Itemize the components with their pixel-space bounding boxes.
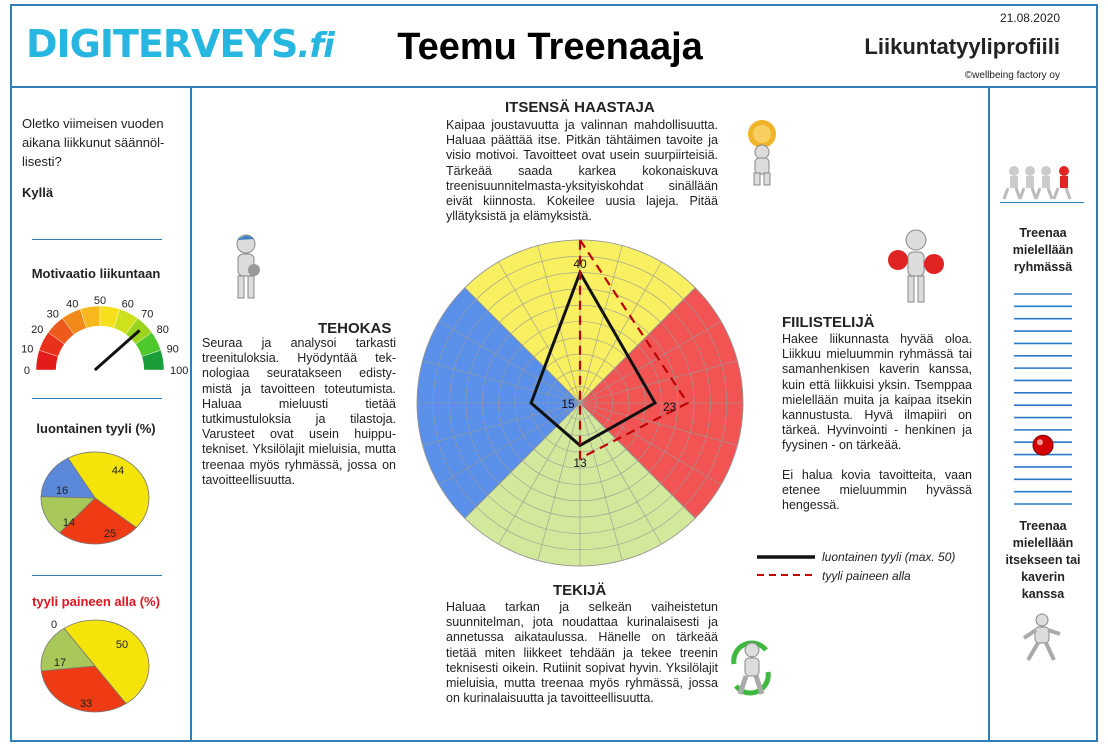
tekija-text: Haluaa tarkan ja selkeän vaiheistetun suunnitelman, jota noudattaa kurinalaisesti ja annetussa aikataulussa. Hänelle on tärkeää tietää miten liikkeet tehdään ja tekee treenin teknisesti oikein. Rutiinit sopivat hyvin. Yksilölajit mieluisia, mutta treenaa myös ryhmässä, jossa on kurinalaisuutta ja tavoitteellisuutta.	[446, 600, 718, 706]
pie-slice-label: 33	[79, 698, 93, 710]
group-solo-scale	[1014, 290, 1074, 512]
fiilistelija-text: Hakee liikunnasta hyvää oloa. Liikkuu mieluummin ryhmässä tai samanhenkisen kaverin kanssa, kuin että liikkuisi yksin. Tsemppaa mielellään muita ja kaipaa itsekin kannustusta. Hyvä ilmapiiri on tärkeä. Hyvinvointi - henkinen ja fyysinen - on tärkeää.	[782, 332, 972, 453]
tekija-title: TEKIJÄ	[553, 582, 607, 599]
label-tekija-value: 13	[573, 456, 587, 470]
divider	[32, 398, 162, 399]
motivation-title: Motivaatio liikuntaan	[31, 266, 161, 281]
legend-swatches	[755, 548, 825, 582]
gauge-tick-label: 80	[156, 323, 169, 336]
gauge-needle	[95, 330, 140, 370]
legend-natural: luontainen tyyli (max. 50)	[822, 550, 956, 564]
report-date: 21.08.2020	[999, 11, 1060, 25]
pie-slice-label: 44	[111, 465, 125, 477]
pie-slice-label: 16	[55, 485, 69, 497]
haastaja-title: ITSENSÄ HAASTAJA	[505, 99, 655, 116]
solo-training-label: Treenaa mielellään itsekseen tai kaverin kanssa	[1005, 519, 1081, 601]
scale-marker	[1033, 435, 1053, 455]
pie-slice-label: 0	[50, 619, 58, 631]
exercise-question: Oletko viimeisen vuoden aikana liikkunut säännöl-lisesti?	[22, 116, 165, 169]
gauge-tick-label: 70	[141, 308, 154, 321]
pie-slice-label: 25	[103, 528, 117, 540]
group-runners-icon	[1004, 163, 1078, 203]
efficient-figure-icon	[226, 232, 268, 302]
solo-runner-icon	[1018, 612, 1064, 664]
motivation-gauge	[20, 292, 189, 382]
gauge-tick-label: 20	[31, 323, 44, 336]
pressure-style-title: tyyli paineen alla (%)	[32, 594, 160, 609]
pie-slice-label: 17	[53, 657, 67, 669]
profile-title: Liikuntatyyliprofiili	[864, 34, 1060, 59]
legend-pressure: tyyli paineen alla	[822, 569, 911, 583]
scale-marker-highlight	[1037, 439, 1043, 445]
gauge-tick-label: 60	[121, 298, 134, 311]
person-name: Teemu Treenaaja	[397, 26, 703, 68]
gauge-tick-label: 30	[46, 308, 59, 321]
tehokas-text: Seuraa ja analysoi tarkasti treenituloksia. Hyödyntää tek-nologiaa seuratakseen edisty-mistä ja tavoitteen toteutumista. Haluaa mieluusti tietää tutkimustuloksia ja tilastoja. Varusteet ovat usein huippu-tekniset. Yksilölajit mieluisia, mutta treenaa myös ryhmässä, jossa on tavoitteellisuutta.	[202, 336, 396, 487]
haastaja-text: Kaipaa joustavuutta ja valinnan mahdollisuutta. Haluaa päättää itse. Pitkän tähtäimen tavoite ja visio motivoi. Tavoitteet ovat usein suurpiirteisiä. Tärkeää saada karkea kokonaiskuva treenisuunnitelmasta-yksityiskohdat sinällään eivät kiinnosta. Kokeilee uusia lajeja. Pitää yllätyksistä ja elämyksistä.	[446, 118, 718, 224]
fiilistelija-title: FIILISTELIJÄ	[782, 314, 875, 331]
label-tehokas-value: 15	[561, 397, 575, 411]
pie-slice-label: 14	[62, 517, 76, 529]
divider	[1000, 202, 1084, 203]
challenger-figure-icon	[739, 118, 785, 186]
fiilistelija-text-2: Ei halua kovia tavoitteita, vaan etenee mieluummin hyvässä hengessä.	[782, 468, 972, 513]
feeler-figure-icon	[886, 228, 946, 308]
gauge-tick-label: 50	[93, 295, 107, 307]
style-radar-chart	[405, 238, 755, 578]
exercise-answer: Kyllä	[22, 185, 54, 200]
divider	[32, 575, 162, 576]
label-haastaja-value: 40	[573, 257, 587, 271]
group-training-label: Treenaa mielellään ryhmässä	[1012, 226, 1074, 274]
divider	[32, 239, 162, 240]
label-fiilistelija-value: 23	[663, 400, 677, 414]
gauge-tick-label: 0	[23, 365, 30, 377]
doer-figure-icon	[728, 636, 774, 702]
tehokas-title: TEHOKAS	[318, 320, 392, 337]
pressure-style-pie	[40, 616, 158, 726]
natural-style-title: luontainen tyyli (%)	[36, 421, 156, 436]
gauge-tick-label: 100	[170, 365, 189, 377]
gauge-tick-label: 10	[21, 343, 34, 356]
natural-style-pie	[40, 448, 158, 548]
digiterveys-logo: DIGITERVEYS.fi	[26, 22, 334, 66]
pie-slice-label: 50	[115, 639, 129, 651]
gauge-tick-label: 90	[166, 343, 179, 356]
gauge-tick-label: 40	[66, 298, 79, 311]
copyright: ©wellbeing factory oy	[964, 70, 1060, 81]
